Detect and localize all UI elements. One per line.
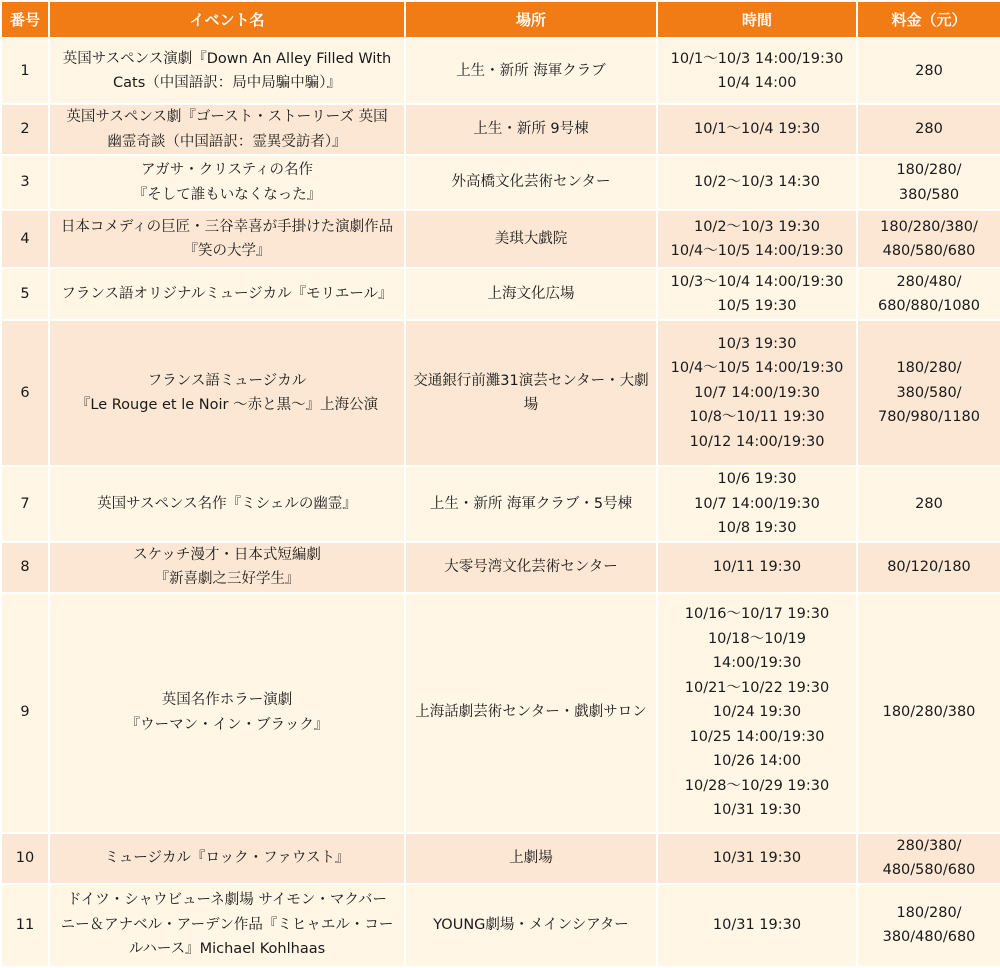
cell-event-name <box>49 320 405 466</box>
cell-place <box>405 320 657 466</box>
cell-event-name <box>49 593 405 833</box>
cell-time <box>657 466 857 542</box>
cell-event-name-line: 英国サスペンス演劇『Down An Alley Filled With <box>62 50 392 67</box>
cell-number: 10 <box>1 833 49 884</box>
cell-time-line: 10/31 19:30 <box>712 802 802 819</box>
table-row <box>1 542 1000 593</box>
cell-event-name-line: 英国サスペンス劇『ゴースト・ストーリーズ 英国 <box>66 109 388 125</box>
table-body <box>1 38 1000 967</box>
cell-time <box>657 833 857 884</box>
cell-time-line: 10/6 19:30 <box>717 471 797 487</box>
cell-price-line: 180/280/ <box>896 904 962 921</box>
cell-event-name-line: ドイツ・シャウビューネ劇場 サイモン・マクバー <box>67 892 387 909</box>
cell-place-line: YOUNG劇場・メインシアター <box>433 916 629 933</box>
cell-time-line: 10/3～10/4 14:00/19:30 <box>670 273 844 290</box>
cell-time <box>657 104 857 155</box>
cell-price <box>857 884 1000 967</box>
cell-time-line: 10/4 14:00 <box>717 75 797 91</box>
cell-event-name <box>49 833 405 884</box>
cell-place-line: 上生・新所 海軍クラブ・5号棟 <box>429 495 633 512</box>
cell-place <box>405 466 657 542</box>
cell-event-name-line: 『笑の大学』 <box>183 243 271 259</box>
cell-place-line: 上海文化広場 <box>487 285 575 302</box>
cell-price <box>857 466 1000 542</box>
cell-time <box>657 268 857 320</box>
cell-place <box>405 542 657 593</box>
cell-price-line: 280 <box>915 62 943 79</box>
header-time: 時間 <box>657 1 857 38</box>
cell-place-line: 上生・新所 海軍クラブ <box>456 62 606 79</box>
cell-time-line: 10/31 19:30 <box>712 916 802 933</box>
table-row <box>1 268 1000 320</box>
cell-price-line: 280 <box>915 495 943 512</box>
cell-event-name-line: アガサ・クリスティの名作 <box>140 162 314 178</box>
cell-price-line: 180/280/ <box>896 162 962 178</box>
cell-time-line: 10/12 14:00/19:30 <box>689 433 825 450</box>
cell-time-line: 14:00/19:30 <box>712 655 802 672</box>
table-row <box>1 833 1000 884</box>
table-row <box>1 884 1000 967</box>
cell-price-line: 780/980/1180 <box>877 409 981 426</box>
cell-event-name-line: Cats（中国語訳：局中局騙中騙）』 <box>113 75 341 91</box>
cell-time-line: 10/1～10/3 14:00/19:30 <box>670 50 844 67</box>
cell-place <box>405 210 657 268</box>
table-row <box>1 210 1000 268</box>
cell-price-line: 380/580/ <box>896 384 962 401</box>
cell-price-line: 680/880/1080 <box>877 298 981 314</box>
cell-time <box>657 210 857 268</box>
cell-event-name <box>49 884 405 967</box>
cell-place-line: 交通銀行前灘31演芸センター・大劇 <box>413 372 649 389</box>
cell-price-line: 480/580/680 <box>882 862 976 878</box>
cell-place-line: 場 <box>523 397 539 413</box>
cell-time-line: 10/1～10/4 19:30 <box>693 121 821 138</box>
cell-time-line: 10/7 14:00/19:30 <box>694 384 820 401</box>
cell-time-line: 10/7 14:00/19:30 <box>694 495 820 512</box>
cell-place-line: 美琪大戯院 <box>494 230 568 247</box>
cell-price-line: 180/280/380/ <box>880 218 978 235</box>
cell-event-name-line: 『ウーマン・イン・ブラック』 <box>125 716 329 733</box>
cell-price-line: 180/280/380 <box>882 704 976 721</box>
cell-place-line: 外高橋文化芸術センター <box>451 174 611 191</box>
cell-price <box>857 38 1000 104</box>
header-price: 料金（元） <box>857 1 1000 38</box>
table-row <box>1 38 1000 104</box>
cell-event-name-line: 『そして誰もいなくなった』 <box>132 186 322 203</box>
cell-time <box>657 155 857 210</box>
cell-place <box>405 155 657 210</box>
cell-price-line: 380/480/680 <box>882 929 976 945</box>
cell-price-line: 280/480/ <box>896 273 962 290</box>
cell-time-line: 10/31 19:30 <box>712 849 802 866</box>
cell-event-name <box>49 542 405 593</box>
cell-time-line: 10/21～10/22 19:30 <box>684 679 830 696</box>
cell-number: 3 <box>1 155 49 210</box>
cell-time <box>657 320 857 466</box>
cell-price-line: 380/580 <box>898 186 960 203</box>
cell-number: 7 <box>1 466 49 542</box>
cell-time-line: 10/24 19:30 <box>712 704 802 721</box>
cell-event-name <box>49 210 405 268</box>
cell-place-line: 上海話劇芸術センター・戯劇サロン <box>415 704 647 721</box>
cell-price-line: 80/120/180 <box>887 558 971 575</box>
cell-time-line: 10/16～10/17 19:30 <box>684 606 830 623</box>
table-row <box>1 155 1000 210</box>
table-row <box>1 320 1000 466</box>
cell-event-name-line: 幽霊奇談（中国語訳：霊異受訪者）』 <box>107 133 347 150</box>
cell-event-name-line: ニー＆アナベル・アーデン作品『ミヒャエル・コー <box>60 916 394 933</box>
cell-time-line: 10/28～10/29 19:30 <box>684 777 830 794</box>
cell-time-line: 10/11 19:30 <box>712 558 802 575</box>
cell-event-name <box>49 155 405 210</box>
cell-price-line: 280/380/ <box>896 837 962 854</box>
cell-place <box>405 38 657 104</box>
cell-time-line: 10/5 19:30 <box>717 298 797 314</box>
cell-event-name-line: ミュージカル『ロック・ファウスト』 <box>104 849 350 866</box>
cell-event-name <box>49 268 405 320</box>
header-number: 番号 <box>1 1 49 38</box>
cell-event-name-line: フランス語ミュージカル <box>147 372 307 389</box>
cell-event-name-line: 『Le Rouge et le Noir ～赤と黒～』上海公演 <box>75 397 379 413</box>
header-row <box>1 1 1000 38</box>
cell-price-line: 480/580/680 <box>882 243 976 259</box>
cell-time-line: 10/8～10/11 19:30 <box>689 409 825 426</box>
cell-event-name <box>49 104 405 155</box>
cell-number: 11 <box>1 884 49 967</box>
cell-place-line: 上生・新所 9号棟 <box>473 121 589 138</box>
cell-time <box>657 542 857 593</box>
cell-place <box>405 884 657 967</box>
cell-time-line: 10/2～10/3 14:30 <box>693 174 821 191</box>
header-event-name: イベント名 <box>49 1 405 38</box>
cell-number: 1 <box>1 38 49 104</box>
cell-number: 8 <box>1 542 49 593</box>
cell-place <box>405 593 657 833</box>
table-row <box>1 593 1000 833</box>
cell-time-line: 10/4～10/5 14:00/19:30 <box>670 243 844 259</box>
cell-event-name-line: スケッチ漫才・日本式短編劇 <box>133 546 321 563</box>
cell-price <box>857 155 1000 210</box>
cell-time-line: 10/8 19:30 <box>717 520 797 536</box>
cell-price <box>857 104 1000 155</box>
cell-price <box>857 593 1000 833</box>
cell-place-line: 大零号湾文化芸術センター <box>444 558 618 575</box>
cell-price <box>857 210 1000 268</box>
cell-place <box>405 833 657 884</box>
cell-event-name-line: 日本コメディの巨匠・三谷幸喜が手掛けた演劇作品 <box>60 218 394 235</box>
cell-event-name-line: 英国サスペンス名作『ミシェルの幽霊』 <box>97 495 357 512</box>
cell-event-name <box>49 466 405 542</box>
cell-event-name-line: フランス語オリジナルミュージカル『モリエール』 <box>61 285 393 302</box>
cell-time-line: 10/2～10/3 19:30 <box>693 218 821 235</box>
table-row <box>1 466 1000 542</box>
cell-number: 4 <box>1 210 49 268</box>
cell-price <box>857 320 1000 466</box>
cell-time-line: 10/4～10/5 14:00/19:30 <box>670 360 844 377</box>
cell-event-name-line: 『新喜劇之三好学生』 <box>154 571 300 587</box>
cell-number: 5 <box>1 268 49 320</box>
cell-price <box>857 542 1000 593</box>
cell-place <box>405 104 657 155</box>
cell-time <box>657 593 857 833</box>
header-place: 場所 <box>405 1 657 38</box>
cell-time-line: 10/3 19:30 <box>717 335 797 352</box>
table-row <box>1 104 1000 155</box>
cell-time <box>657 884 857 967</box>
cell-event-name-line: ルハース』Michael Kohlhaas <box>128 941 326 958</box>
cell-place-line: 上劇場 <box>509 849 553 866</box>
cell-time-line: 10/18～10/19 <box>707 630 807 647</box>
cell-event-name-line: 英国名作ホラー演劇 <box>161 692 293 708</box>
cell-event-name <box>49 38 405 104</box>
cell-price <box>857 268 1000 320</box>
cell-number: 2 <box>1 104 49 155</box>
cell-time-line: 10/25 14:00/19:30 <box>689 728 825 745</box>
table-header <box>1 1 1000 38</box>
cell-number: 9 <box>1 593 49 833</box>
cell-number: 6 <box>1 320 49 466</box>
cell-time-line: 10/26 14:00 <box>712 753 802 770</box>
cell-price-line: 280 <box>915 121 943 138</box>
cell-place <box>405 268 657 320</box>
cell-price <box>857 833 1000 884</box>
cell-time <box>657 38 857 104</box>
cell-price-line: 180/280/ <box>896 360 962 377</box>
